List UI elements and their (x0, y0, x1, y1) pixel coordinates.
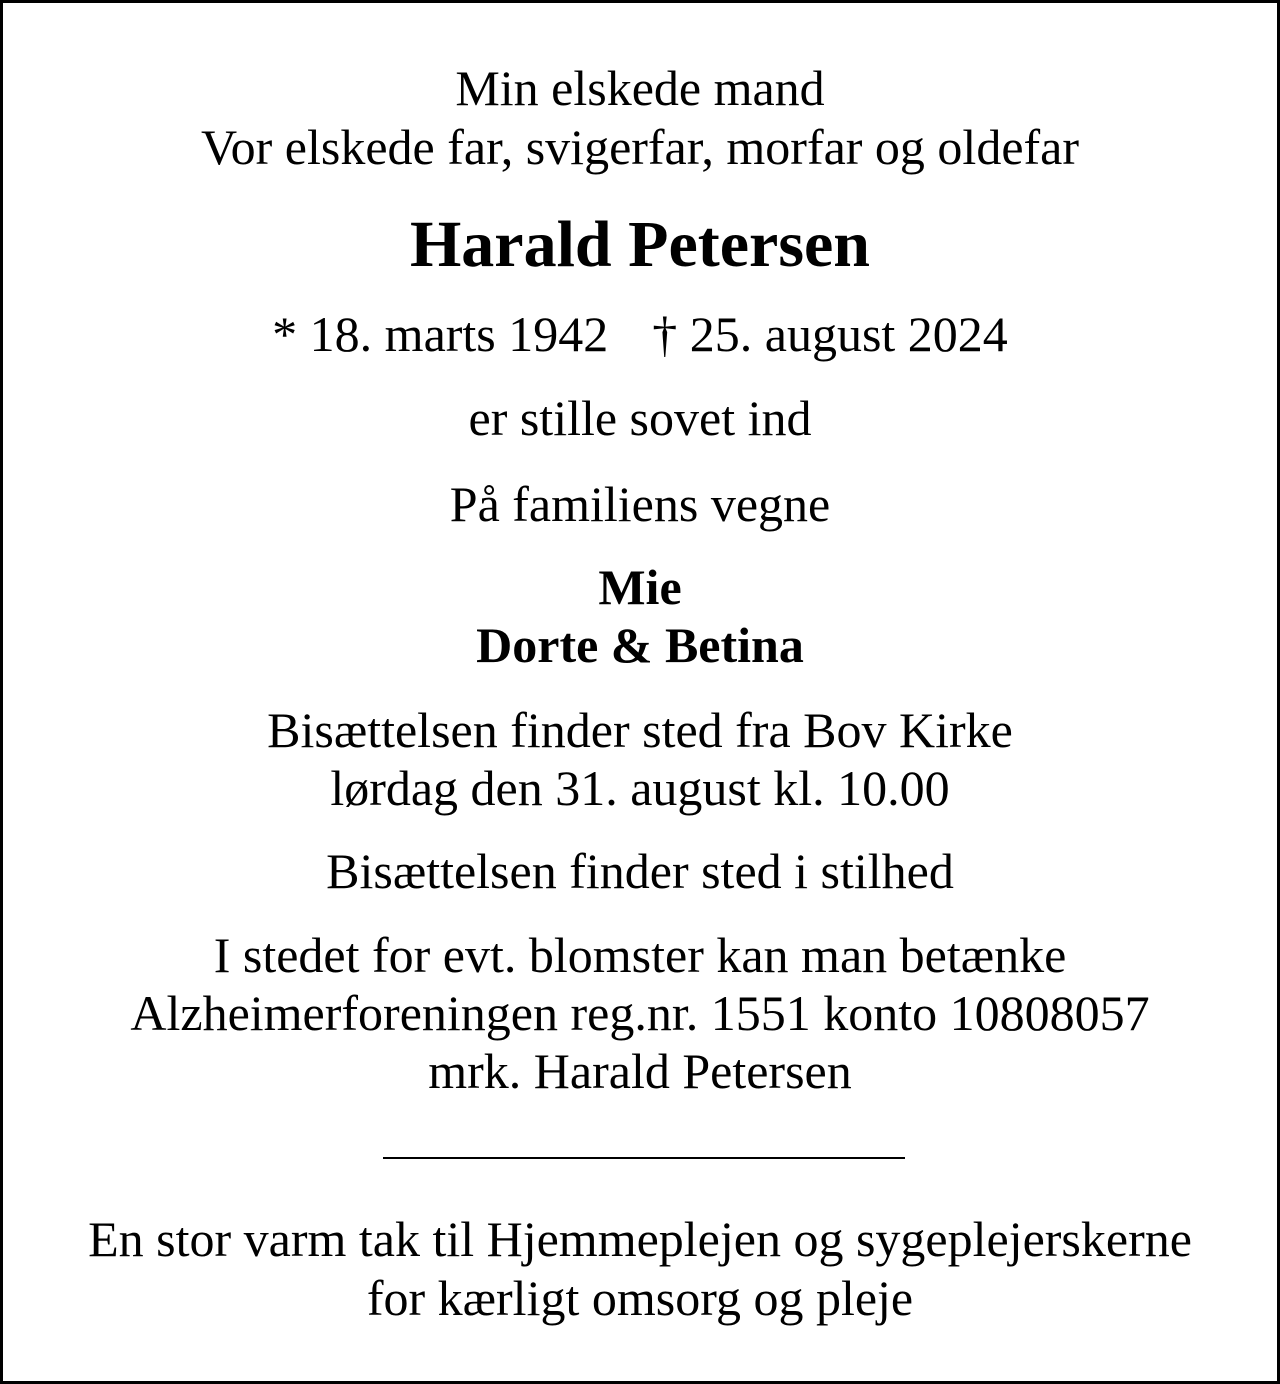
silence-line: Bisættelsen finder sted i stilhed (326, 843, 954, 899)
family-name-1: Mie (598, 559, 682, 615)
intro-line-2: Vor elskede far, svigerfar, morfar og oldefar (200, 119, 1080, 175)
thanks-line-2: for kærligt omsorg og pleje (366, 1270, 914, 1326)
birth-date: * 18. marts 1942 (272, 306, 609, 362)
service-line-2: lørdag den 31. august kl. 10.00 (330, 760, 950, 816)
divider-line (383, 1157, 905, 1159)
service-line-1: Bisættelsen finder sted fra Bov Kirke (267, 702, 1013, 758)
donation-line-3: mrk. Harald Petersen (428, 1043, 852, 1099)
on-behalf-text: På familiens vegne (449, 476, 831, 532)
death-date: † 25. august 2024 (652, 306, 1008, 362)
donation-line-1: I stedet for evt. blomster kan man betænke (213, 927, 1067, 983)
life-dates (3, 305, 1277, 363)
deceased-name: Harald Petersen (409, 208, 871, 281)
donation-line-2: Alzheimerforeningen reg.nr. 1551 konto 10808057 (130, 985, 1150, 1041)
passing-text: er stille sovet ind (468, 390, 812, 446)
thanks-line-1: En stor varm tak til Hjemmeplejen og sygeplejerskerne (88, 1211, 1192, 1267)
intro-line-1: Min elskede mand (455, 60, 825, 116)
family-name-2: Dorte & Betina (476, 617, 804, 673)
